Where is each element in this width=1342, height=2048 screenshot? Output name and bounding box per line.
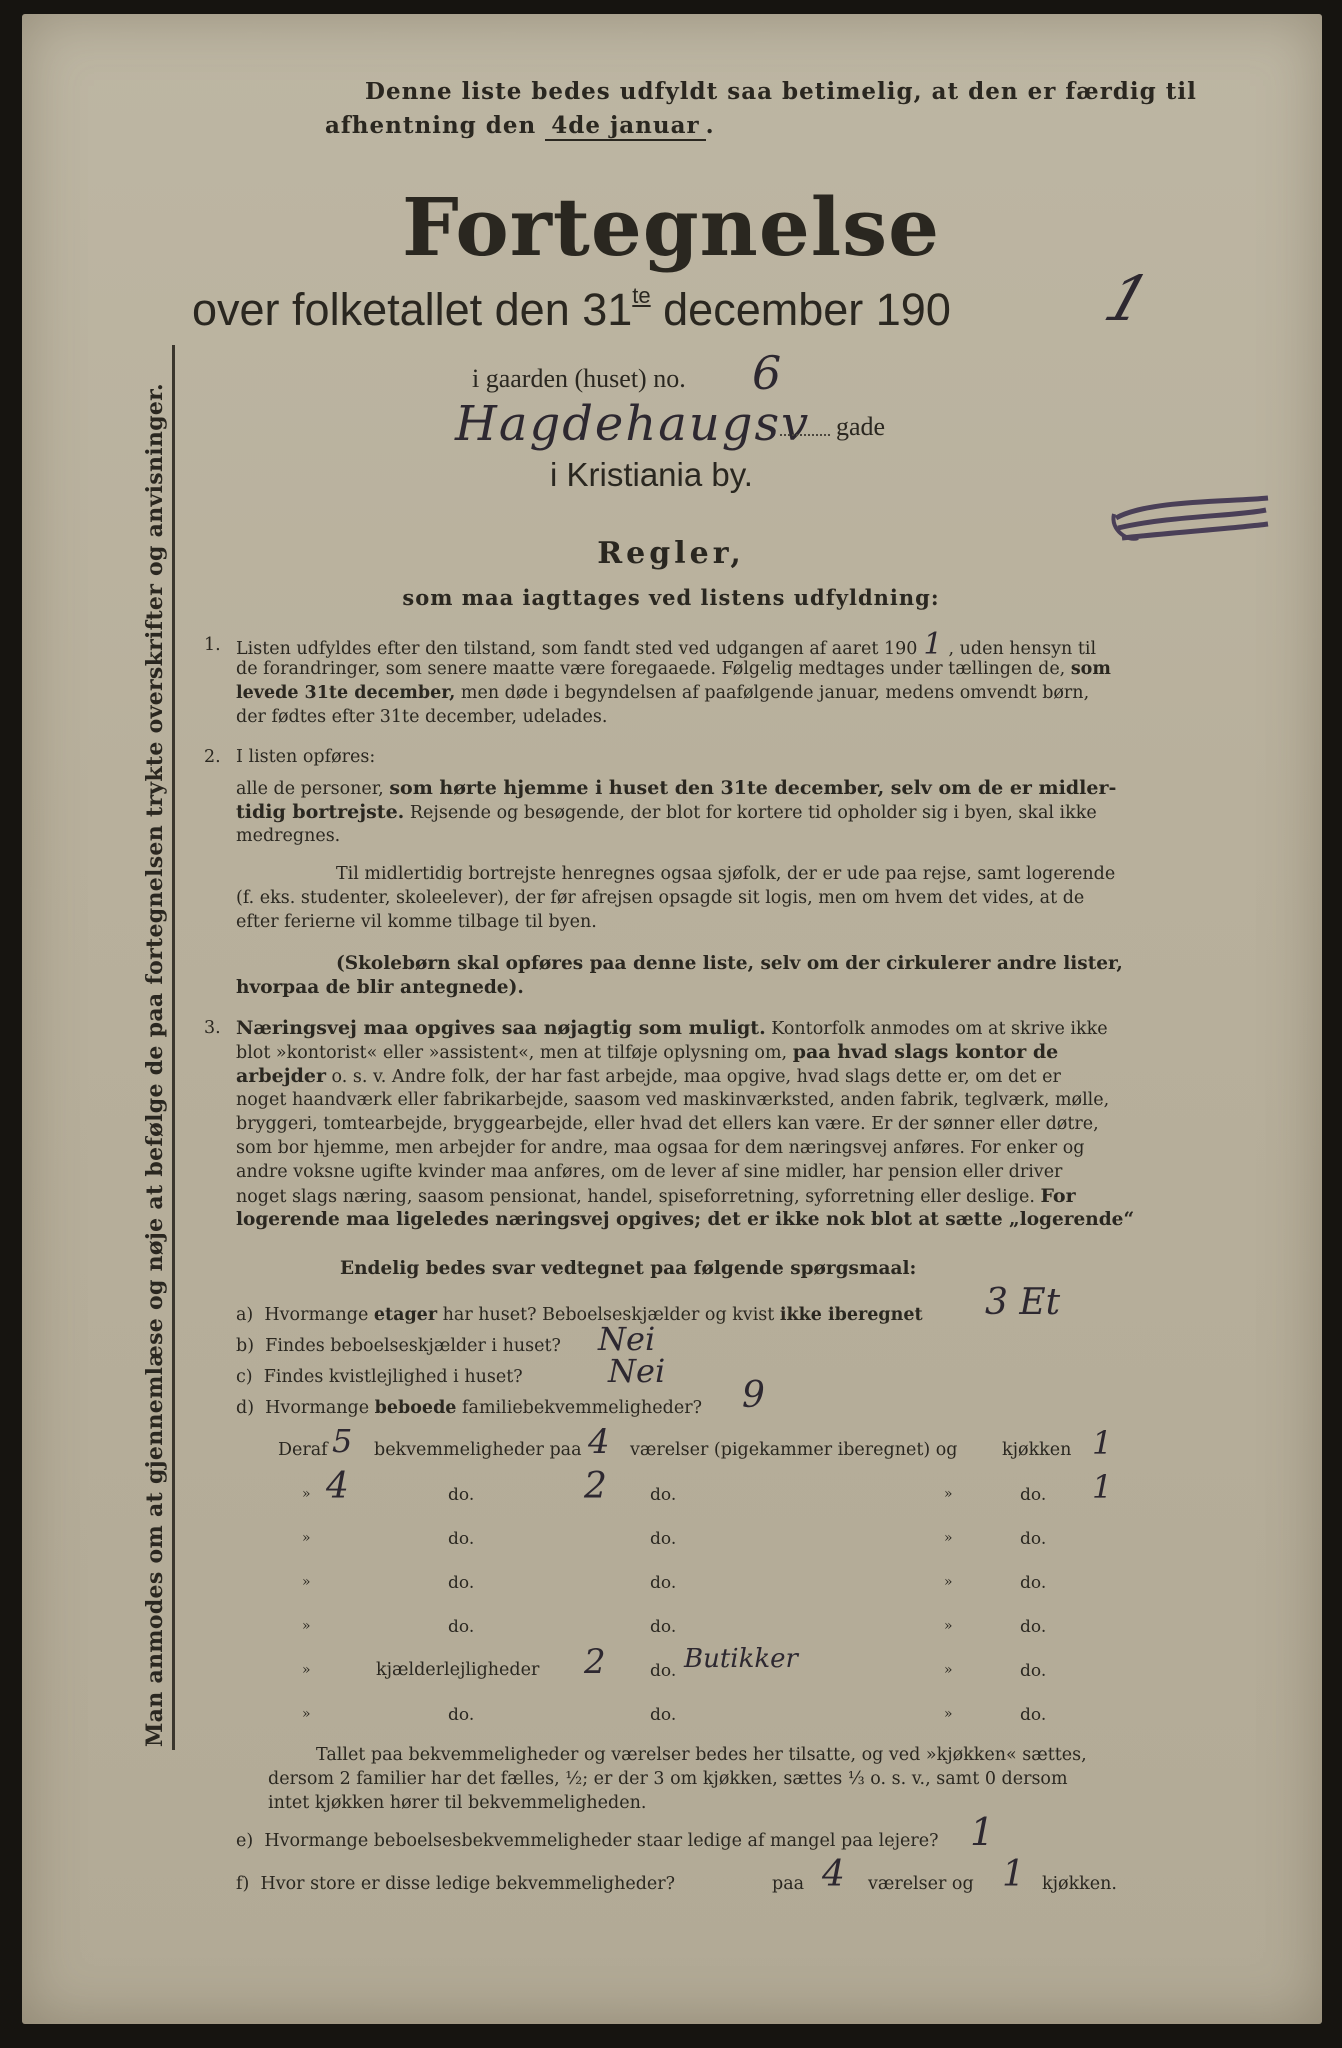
row-3-do-2: do. <box>650 1529 677 1549</box>
row-2-do-1: do. <box>448 1485 475 1505</box>
table-deraf: Deraf <box>278 1440 328 1460</box>
footer-line-2: dersom 2 familier har det fælles, ½; er der 3 om kjøkken, sættes ⅓ o. s. v., samt 0 dersom <box>268 1769 1068 1789</box>
rule-3-line-7: andre voksne ugifte kvinder maa anføres, om de lever af sine midler, har pension eller driver <box>236 1162 1063 1182</box>
subtitle-superscript: te <box>632 283 651 308</box>
kjaelder-count: 2 <box>584 1642 606 1682</box>
house-label: i gaarden (huset) no. <box>472 364 686 393</box>
answer-b: Nei <box>598 1320 656 1358</box>
row-4-quote-2: » <box>944 1574 953 1590</box>
kjaelder-label: kjælderlejligheder <box>376 1660 540 1680</box>
kjaelder-note: Butikker <box>684 1644 798 1674</box>
street-handwritten: Hagdehaugsv <box>455 396 811 452</box>
answer-a: 3 Et <box>985 1282 1061 1323</box>
rule-2-para-2-line-1: Til midlertidig bortrejste henregnes ogsaa sjøfolk, der er ude paa rejse, samt logerende <box>336 864 1116 884</box>
rule-1-line-3: levede 31te december, men døde i begyndelsen af paafølgende januar, medens omvendt børn, <box>236 683 1090 703</box>
city-line: i Kristiania by. <box>550 456 753 493</box>
rule-3-line-3: arbejder o. s. v. Andre folk, der har fast arbejde, maa opgive, hvad slags dette er, om det er <box>236 1065 1061 1087</box>
year-handwritten: 1 <box>1096 262 1160 335</box>
rule-1-line-1: Listen udfyldes efter den tilstand, som fandt sted ved udgangen af aaret 190 1 , uden hensyn til <box>236 627 1097 662</box>
rule-3-line-1: Næringsvej maa opgives saa nøjagtig som muligt. Kontorfolk anmodes om at skrive ikke <box>236 1017 1108 1039</box>
row-2-do-2: do. <box>650 1485 677 1505</box>
row-3-do-1: do. <box>448 1529 475 1549</box>
notice-date: 4de januar <box>545 112 705 141</box>
street-dotted-line <box>780 434 830 436</box>
row-4-quote: » <box>302 1574 311 1590</box>
question-f: f) Hvor store er disse ledige bekvemmeligheder? <box>236 1874 676 1894</box>
rule-2-line-3: tidig bortrejste. Rejsende og besøgende, der blot for kortere tid opholder sig i byen, skal ikke <box>236 801 1097 823</box>
row-5-do-1: do. <box>448 1617 475 1637</box>
row-6-do-1: do. <box>650 1661 677 1681</box>
row-2-quote: » <box>302 1486 311 1502</box>
rule-3-line-9: logerende maa ligeledes næringsvej opgives; det er ikke nok blot at sætte „logerende“ <box>236 1209 1135 1230</box>
rule-2-line-4: medregnes. <box>236 826 341 846</box>
notice-line-1: Denne liste bedes udfyldt saa betimelig, at den er færdig til <box>365 78 1197 105</box>
table-row-2-kitchens: 1 <box>1092 1468 1113 1506</box>
row-4-do-2: do. <box>650 1573 677 1593</box>
side-instruction: Man anmodes om at gjennemlæse og nøje at befølge de paa fortegnelsen trykte overskrifter og anvisninger. <box>142 383 168 1748</box>
table-row-2-rooms: 2 <box>584 1466 607 1507</box>
rule-1-line-4: der fødtes efter 31te december, udelades. <box>236 707 608 727</box>
row-3-quote: » <box>302 1530 311 1546</box>
answer-c: Nei <box>608 1352 666 1390</box>
question-f-paa: paa <box>772 1874 805 1894</box>
notice-line-2 <box>325 112 715 139</box>
footer-line-3: intet kjøkken hører til bekvemmeligheden. <box>268 1793 647 1813</box>
rule-2-para-2-line-2: (f. eks. studenter, skoleelever), der før afrejsen opsagde sit logis, men om hvem det vides, at de <box>236 888 1085 908</box>
row-2-quote-2: » <box>944 1486 953 1502</box>
row-5-do-2: do. <box>650 1617 677 1637</box>
table-row-1-rooms: 4 <box>588 1422 610 1462</box>
question-f-vaerelser: værelser og <box>868 1874 974 1894</box>
row-4-do-3: do. <box>1020 1573 1047 1593</box>
question-a: a) Hvormange etager har huset? Beboelseskjælder og kvist ikke iberegnet <box>236 1305 923 1325</box>
rule-2-para-2-line-3: efter ferierne vil komme tilbage til byen. <box>236 912 597 932</box>
rule-2-line-1: I listen opføres: <box>236 747 376 767</box>
row-3-do-3: do. <box>1020 1529 1047 1549</box>
question-e: e) Hvormange beboelsesbekvemmeligheder staar ledige af mangel paa lejere? <box>236 1831 939 1851</box>
answer-f-kitchens: 1 <box>1002 1854 1025 1895</box>
table-row-1-kitchens: 1 <box>1092 1424 1113 1462</box>
rule-3-line-5: bryggeri, tomtearbejde, bryggearbejde, eller hvad det ellers kan være. Er der sønner eller døtre, <box>236 1114 1099 1134</box>
row-6-quote-2: » <box>944 1662 953 1678</box>
rule-2-para-3-line-1: (Skolebørn skal opføres paa denne liste, selv om der cirkulerer andre lister, <box>336 953 1123 974</box>
subtitle-text: over folketallet den 31 <box>192 284 633 335</box>
row-5-quote: » <box>302 1618 311 1634</box>
rule-3-line-2: blot »kontorist« eller »assistent«, men at tilføje oplysning om, paa hvad slags kontor de <box>236 1041 1059 1063</box>
row-7-do-2: do. <box>650 1705 677 1725</box>
footer-line-1: Tallet paa bekvemmeligheder og værelser bedes her tilsatte, og ved »kjøkken« sættes, <box>316 1745 1087 1765</box>
rule-1-number: 1. <box>204 635 221 655</box>
rule-1-line-2: de forandringer, som senere maatte være foregaaede. Følgelig medtages under tællingen de, som <box>236 659 1111 679</box>
house-number: 6 <box>752 346 782 400</box>
rule-3-line-8: noget slags næring, saasom pensionat, handel, spiseforretning, syforretning eller deslige. For <box>236 1185 1076 1207</box>
notice-end: . <box>705 112 715 139</box>
question-b: b) Findes beboelseskjælder i huset? <box>236 1336 561 1356</box>
rule-2-line-2: alle de personer, som hørte hjemme i huset den 31te december, selv om de er midler- <box>236 777 1117 799</box>
subtitle <box>192 283 951 336</box>
rules-subheading: som maa iagttages ved listens udfyldning: <box>402 585 940 610</box>
question-d: d) Hvormange beboede familiebekvemmeligheder? <box>236 1398 702 1418</box>
table-kjokken-label: kjøkken <box>1002 1440 1072 1460</box>
street-suffix: gade <box>836 412 886 441</box>
page-title: Fortegnelse <box>401 180 941 274</box>
rule-2-number: 2. <box>204 747 221 767</box>
row-4-do-1: do. <box>448 1573 475 1593</box>
rule-1-year-handwritten: 1 <box>923 627 943 662</box>
row-3-quote-2: » <box>944 1530 953 1546</box>
table-row-2-count: 4 <box>326 1466 349 1507</box>
rules-heading: Regler, <box>597 536 745 571</box>
subtitle-text2: december 190 <box>650 284 951 335</box>
answer-f-rooms: 4 <box>822 1854 845 1895</box>
rule-3-line-4: noget haandværk eller fabrikarbejde, saasom ved maskinværksted, anden fabrik, teglværk, mølle, <box>236 1090 1110 1110</box>
row-6-do-2: do. <box>1020 1661 1047 1681</box>
notice-prefix: afhentning den <box>325 112 537 139</box>
answer-d: 9 <box>742 1375 765 1416</box>
row-5-quote-2: » <box>944 1618 953 1634</box>
row-7-quote: » <box>302 1706 311 1722</box>
rule-3-line-6: som bor hjemme, men arbejder for andre, maa ogsaa for dem næringsvej anføres. For enker og <box>236 1138 1085 1158</box>
table-row-1-count: 5 <box>332 1422 353 1460</box>
table-bekv-label: bekvemmeligheder paa <box>374 1440 582 1460</box>
row-2-do-3: do. <box>1020 1485 1047 1505</box>
row-7-quote-2: » <box>944 1706 953 1722</box>
questions-heading: Endelig bedes svar vedtegnet paa følgende spørgsmaal: <box>340 1258 917 1279</box>
table-vaerelser-label: værelser (pigekammer iberegnet) og <box>630 1440 958 1460</box>
answer-e: 1 <box>970 1810 995 1854</box>
question-f-kjokken: kjøkken. <box>1042 1874 1117 1894</box>
row-7-do-1: do. <box>448 1705 475 1725</box>
rule-3-number: 3. <box>204 1018 221 1038</box>
rule-2-para-3-line-2: hvorpaa de blir antegnede). <box>236 977 524 998</box>
row-7-do-3: do. <box>1020 1705 1047 1725</box>
question-c: c) Findes kvistlejlighed i huset? <box>236 1367 523 1387</box>
row-5-do-3: do. <box>1020 1617 1047 1637</box>
row-6-quote: » <box>302 1662 311 1678</box>
